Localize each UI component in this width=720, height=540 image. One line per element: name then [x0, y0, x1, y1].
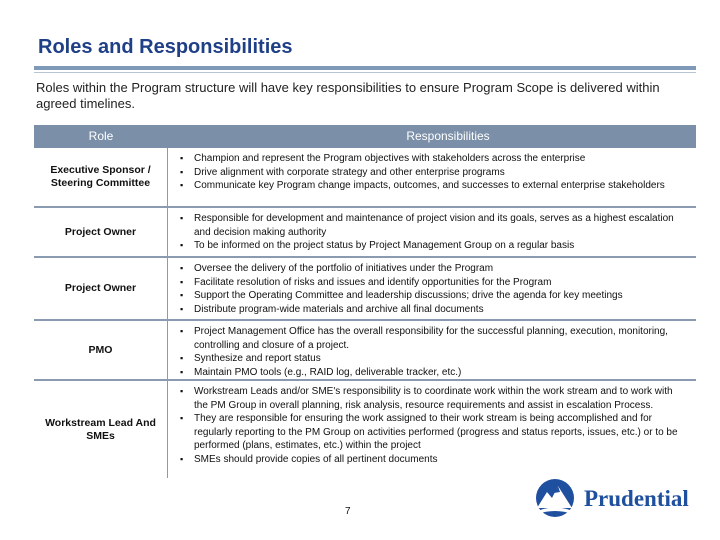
intro-text: Roles within the Program structure will have key responsibilities to ensure Program Scope is delivered within agreed timelines. [36, 80, 660, 111]
prudential-logo [532, 478, 702, 518]
list-item: ▪ Support the Operating Committee and leadership discussions; drive the agenda for key meetings [180, 289, 686, 303]
list-item: ▪ Drive alignment with corporate strategy and other enterprise programs [180, 166, 686, 180]
role-cell: Executive Sponsor / Steering Committee [34, 148, 168, 206]
responsibilities-cell [168, 381, 696, 478]
list-item: ▪ Oversee the delivery of the portfolio of initiatives under the Program [180, 262, 686, 276]
list-item: ▪ SMEs should provide copies of all pertinent documents [180, 453, 686, 467]
rock-mountain-icon [532, 478, 578, 518]
table-row [34, 208, 696, 258]
table-header [34, 125, 696, 148]
responsibilities-cell [168, 321, 696, 379]
responsibilities-cell [168, 258, 696, 319]
list-item: ▪ To be informed on the project status by Project Management Group on a regular basis [180, 239, 686, 253]
role-cell: PMO [34, 321, 168, 379]
list-item: ▪ Project Management Office has the overall responsibility for the successful planning, execution, monitoring, controlling and closure of a project. [180, 325, 686, 352]
table-row [34, 148, 696, 208]
role-cell: Project Owner [34, 258, 168, 319]
responsibilities-cell [168, 208, 696, 256]
role-cell: Workstream Lead And SMEs [34, 381, 168, 478]
list-item: ▪ Workstream Leads and/or SME's responsibility is to coordinate work within the work stream and to work with the PM Group in overall planning, risk analysis, resource requirements and assist in escalation Process. [180, 385, 686, 412]
responsibilities-cell [168, 148, 696, 206]
list-item: ▪ Facilitate resolution of risks and issues and identify opportunities for the Program [180, 276, 686, 290]
list-item: ▪ Distribute program-wide materials and archive all final documents [180, 303, 686, 317]
header-responsibilities: Responsibilities [406, 129, 490, 143]
page-number: 7 [345, 506, 351, 517]
title-divider-thin [34, 72, 696, 73]
page-title: Roles and Responsibilities [38, 36, 293, 58]
table-row [34, 321, 696, 381]
list-item: ▪ Maintain PMO tools (e.g., RAID log, deliverable tracker, etc.) [180, 366, 686, 380]
list-item: ▪ Responsible for development and maintenance of project vision and its goals, serves as a highest escalation and decision making authority [180, 212, 686, 239]
role-cell: Project Owner [34, 208, 168, 256]
logo-text: Prudential [584, 486, 689, 511]
roles-table [34, 125, 696, 478]
table-row [34, 381, 696, 478]
header-role: Role [88, 129, 114, 143]
list-item: ▪ Synthesize and report status [180, 352, 686, 366]
list-item: ▪ They are responsible for ensuring the work assigned to their work stream is being accomplished and for regularly reporting to the PM Group on activities performed (progress and status reports, issues, etc.) or to be performed (plans, estimates, etc.) within the project [180, 412, 686, 453]
list-item: ▪ Champion and represent the Program objectives with stakeholders across the enterprise [180, 152, 686, 166]
table-row [34, 258, 696, 321]
title-divider [34, 66, 696, 70]
list-item: ▪ Communicate key Program change impacts, outcomes, and successes to external enterprise stakeholders [180, 179, 686, 193]
